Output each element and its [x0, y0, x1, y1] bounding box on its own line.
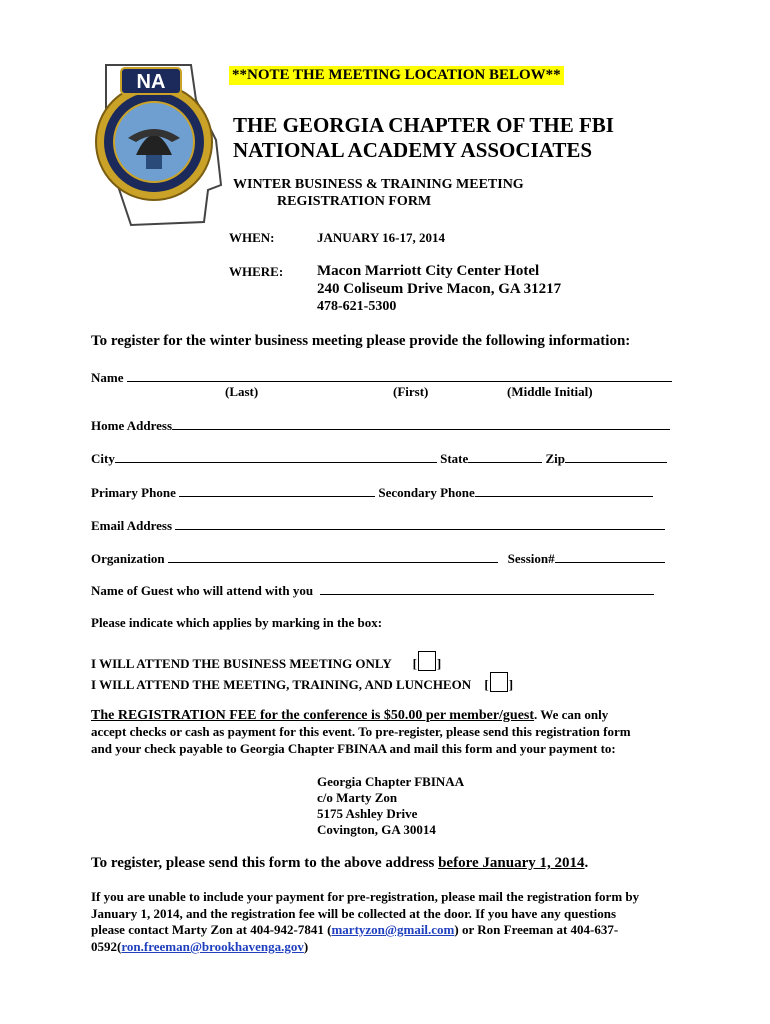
footer-line1: If you are unable to include your payment for pre-registration, please mail the registration form by: [91, 889, 640, 904]
mail-address-line3: 5175 Ashley Drive: [317, 806, 418, 821]
guest-row: [91, 582, 654, 599]
deadline-line: [91, 855, 588, 872]
city-state-zip-row: [91, 450, 667, 467]
first-name-label: (First): [393, 384, 429, 399]
home-address-row: [91, 417, 670, 434]
where-line3: 478-621-5300: [317, 299, 397, 314]
mail-address-line2: c/o Marty Zon: [317, 790, 398, 805]
home-address-field[interactable]: [172, 417, 670, 430]
fee-line2: accept checks or cash as payment for this event. To pre-register, please send this registration form: [91, 724, 631, 739]
mail-address-line1: Georgia Chapter FBINAA: [317, 774, 465, 789]
email-row: [91, 517, 665, 534]
indicate-instruction: Please indicate which applies by marking in the box:: [91, 615, 383, 630]
state-label: State: [440, 451, 469, 466]
footer-line3: [91, 922, 618, 938]
when-value: JANUARY 16-17, 2014: [317, 230, 445, 245]
option-full-attendance: I WILL ATTEND THE MEETING, TRAINING, AND LUNCHEON [ ]: [91, 672, 513, 693]
deadline-date: before January 1, 2014: [438, 855, 585, 871]
organization-label: Organization: [91, 551, 165, 566]
zip-label: Zip: [545, 451, 566, 466]
where-line2: 240 Coliseum Drive Macon, GA 31217: [317, 281, 562, 297]
organization-field[interactable]: [168, 550, 498, 563]
subtitle-line2: REGISTRATION FORM: [277, 194, 432, 209]
guest-field[interactable]: [320, 582, 654, 595]
option-full-attendance-label: I WILL ATTEND THE MEETING, TRAINING, AND LUNCHEON: [91, 677, 472, 692]
when-label: WHEN:: [229, 230, 275, 245]
name-label: Name: [91, 370, 124, 385]
option-business-only-label: I WILL ATTEND THE BUSINESS MEETING ONLY: [91, 656, 392, 671]
footer-line4-prefix: 0592(: [91, 939, 122, 954]
organization-row: [91, 550, 665, 567]
fee-line1: [91, 706, 608, 724]
middle-initial-label: (Middle Initial): [507, 384, 593, 399]
subtitle-line1: WINTER BUSINESS & TRAINING MEETING: [233, 177, 524, 192]
footer-line3-prefix: please contact Marty Zon at 404-942-7841 (: [91, 922, 332, 937]
footer-line4: [91, 939, 308, 955]
mail-address-line4: Covington, GA 30014: [317, 822, 436, 837]
fbi-na-logo: [76, 60, 226, 230]
where-label: WHERE:: [229, 264, 284, 279]
footer-line3-suffix: ) or Ron Freeman at 404-637-: [454, 922, 619, 937]
page-title-line2: NATIONAL ACADEMY ASSOCIATES: [233, 138, 593, 162]
last-name-label: (Last): [225, 384, 259, 399]
phone-row: [91, 484, 653, 501]
state-field[interactable]: [468, 450, 542, 463]
where-line1: Macon Marriott City Center Hotel: [317, 263, 540, 279]
secondary-phone-label: Secondary Phone: [378, 485, 475, 500]
meeting-location-note: **NOTE THE MEETING LOCATION BELOW**: [229, 66, 564, 85]
city-label: City: [91, 451, 115, 466]
svg-text:NA: NA: [136, 71, 166, 93]
footer-line2: January 1, 2014, and the registration fee will be collected at the door. If you have any questions: [91, 906, 617, 921]
ron-freeman-email-link[interactable]: ron.freeman@brookhavenga.gov: [121, 939, 304, 954]
page-title-line1: THE GEORGIA CHAPTER OF THE FBI: [233, 113, 614, 137]
fee-heading: The REGISTRATION FEE for the conference is $50.00 per member/guest: [91, 708, 535, 723]
footer-line4-suffix: ): [303, 939, 309, 954]
georgia-map-icon: [76, 60, 226, 230]
intro-text: To register for the winter business meeting please provide the following information:: [91, 333, 631, 349]
guest-label: Name of Guest who will attend with you: [91, 583, 314, 598]
fee-text1: . We can only: [534, 707, 609, 722]
email-label: Email Address: [91, 518, 173, 533]
zip-field[interactable]: [565, 450, 667, 463]
home-address-label: Home Address: [91, 418, 173, 433]
martyzon-email-link[interactable]: martyzon@gmail.com: [331, 922, 455, 937]
fee-line3: and your check payable to Georgia Chapter FBINAA and mail this form and your payment to:: [91, 741, 616, 756]
deadline-prefix: To register, please send this form to the above address: [91, 855, 439, 871]
name-field[interactable]: [127, 369, 672, 382]
email-field[interactable]: [175, 517, 665, 530]
secondary-phone-field[interactable]: [475, 484, 653, 497]
session-field[interactable]: [555, 550, 665, 563]
business-only-checkbox[interactable]: [418, 651, 436, 671]
full-attendance-checkbox[interactable]: [490, 672, 508, 692]
primary-phone-field[interactable]: [179, 484, 375, 497]
city-field[interactable]: [115, 450, 437, 463]
deadline-suffix: .: [584, 855, 589, 871]
option-business-only: I WILL ATTEND THE BUSINESS MEETING ONLY [ ]: [91, 651, 441, 672]
primary-phone-label: Primary Phone: [91, 485, 176, 500]
session-label: Session#: [507, 551, 555, 566]
